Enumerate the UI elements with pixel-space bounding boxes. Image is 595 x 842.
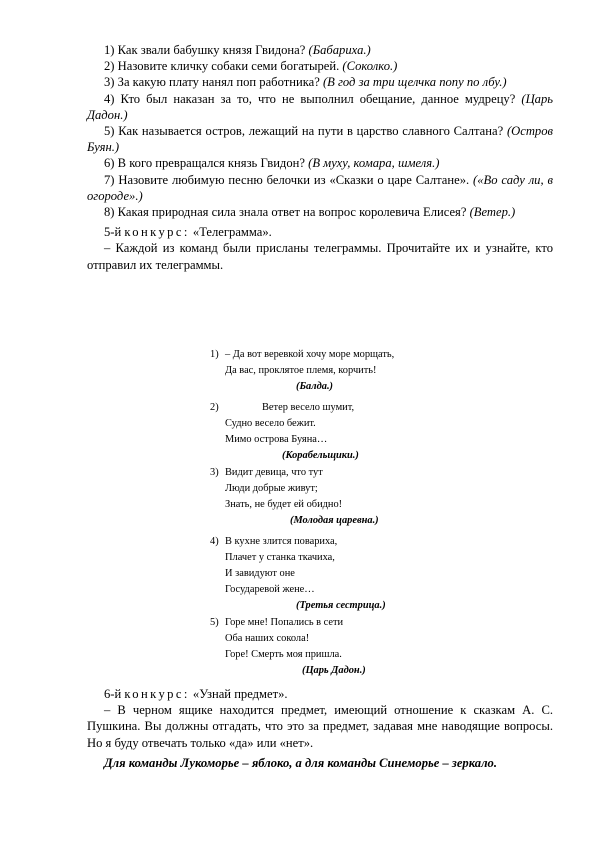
telegram-line: В кухне злится повариха, bbox=[225, 536, 338, 547]
telegram-line: Мимо острова Буяна… bbox=[225, 434, 328, 445]
telegram-line: Государевой жене… bbox=[225, 584, 315, 595]
contest-number: 6-й bbox=[104, 687, 122, 701]
contest-title: «Узнай предмет». bbox=[192, 687, 288, 701]
question-text: 8) Какая природная сила знала ответ на вопрос королевича Елисея? bbox=[104, 205, 467, 220]
question-7 bbox=[87, 172, 553, 204]
question-answer: (В муху, комара, шмеля.) bbox=[308, 156, 440, 171]
question-answer: (Ветер.) bbox=[469, 205, 516, 220]
contest-5-intro: – Каждой из команд были присланы телеграммы. Прочитайте их и узнайте, кто отправил их телеграммы. bbox=[87, 241, 553, 272]
telegram-line: Оба наших сокола! bbox=[225, 633, 310, 644]
telegram-number: 3) bbox=[210, 467, 219, 478]
question-answer: (Соколко.) bbox=[342, 59, 398, 74]
telegram-4 bbox=[210, 534, 420, 614]
question-3 bbox=[87, 74, 553, 90]
telegram-signature: (Царь Дадон.) bbox=[302, 665, 366, 676]
question-answer: («Во саду ли, в огороде».) bbox=[87, 172, 553, 203]
telegram-2 bbox=[210, 400, 420, 464]
contest-number: 5-й bbox=[104, 225, 122, 240]
question-text: 1) Как звали бабушку князя Гвидона? bbox=[104, 43, 306, 57]
telegram-3 bbox=[210, 465, 420, 529]
telegram-line: – Да вот веревкой хочу море морщать, bbox=[225, 349, 395, 360]
telegram-signature: (Молодая царевна.) bbox=[290, 515, 379, 526]
contest-6-heading bbox=[87, 686, 553, 702]
contest-title: «Телеграмма». bbox=[192, 225, 272, 240]
question-6 bbox=[87, 155, 553, 171]
document-page bbox=[87, 42, 553, 273]
telegram-number: 5) bbox=[210, 617, 219, 628]
question-text: 7) Назовите любимую песню белочки из «Сказки о царе Салтане». bbox=[104, 172, 470, 187]
telegram-number: 1) bbox=[210, 349, 219, 360]
telegram-line: Видит девица, что тут bbox=[225, 467, 323, 478]
telegram-number: 2) bbox=[210, 402, 219, 413]
question-text: 6) В кого превращался князь Гвидон? bbox=[104, 156, 305, 171]
telegram-line: И завидуют оне bbox=[225, 568, 295, 579]
question-1 bbox=[87, 42, 553, 58]
question-text: 5) Как называется остров, лежащий на пути в царство славного Салтана? bbox=[104, 124, 504, 139]
telegram-5 bbox=[210, 615, 420, 679]
telegram-line: Горе мне! Попались в сети bbox=[225, 617, 344, 628]
question-4 bbox=[87, 91, 553, 123]
contest-6-answer: Для команды Лукоморье – яблоко, а для команды Синеморье – зеркало. bbox=[104, 755, 498, 770]
telegram-line: Плачет у станка ткачиха, bbox=[225, 552, 335, 563]
contest-6-intro: – В черном ящике находится предмет, имеющий отношение к сказкам А. С. Пушкина. Вы должны отгадать, что это за предмет, задавая мне наводящие вопросы. Но я буду отвечать только «да» или «нет». bbox=[87, 703, 553, 750]
telegram-line: Ветер весело шумит, bbox=[262, 402, 355, 413]
contest-word: конкурс: bbox=[124, 687, 190, 701]
question-answer: (Бабариха.) bbox=[308, 43, 371, 57]
telegram-1 bbox=[210, 347, 420, 395]
question-answer: (Остров Буян.) bbox=[87, 124, 553, 155]
question-text: 4) Кто был наказан за то, что не выполнил обещание, данное мудрецу? bbox=[104, 91, 516, 106]
question-text: 2) Назовите кличку собаки семи богатырей. bbox=[104, 59, 340, 74]
question-answer: (В год за три щелчка попу по лбу.) bbox=[322, 75, 507, 90]
question-text: 3) За какую плату нанял поп работника? bbox=[104, 75, 320, 90]
contest-6-section bbox=[87, 686, 553, 771]
question-answer: (Царь Дадон.) bbox=[87, 91, 553, 122]
contest-word: конкурс: bbox=[124, 225, 190, 240]
telegram-line: Люди добрые живут; bbox=[225, 483, 318, 494]
telegram-line: Знать, не будет ей обидно! bbox=[225, 499, 343, 510]
telegram-line: Судно весело бежит. bbox=[225, 418, 316, 429]
question-5 bbox=[87, 123, 553, 155]
telegram-line: Горе! Смерть моя пришла. bbox=[225, 649, 342, 660]
telegram-number: 4) bbox=[210, 536, 219, 547]
telegram-line: Да вас, проклятое племя, корчить! bbox=[225, 365, 377, 376]
question-8 bbox=[87, 204, 553, 220]
question-2 bbox=[87, 58, 553, 74]
telegram-signature: (Третья сестрица.) bbox=[296, 600, 386, 611]
telegram-signature: (Балда.) bbox=[296, 381, 333, 392]
telegram-signature: (Корабельщики.) bbox=[282, 450, 359, 461]
contest-5-heading bbox=[87, 224, 553, 240]
